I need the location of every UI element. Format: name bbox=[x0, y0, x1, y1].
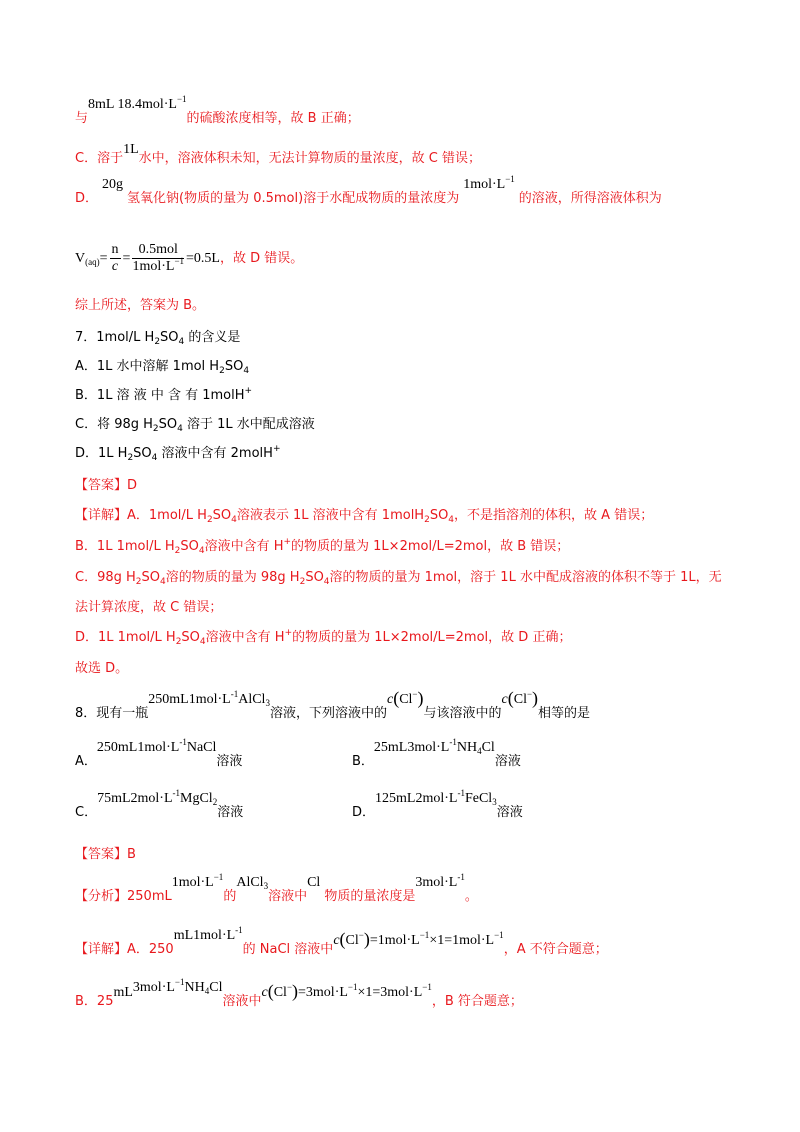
text: ，故 D 错误。 bbox=[219, 251, 304, 266]
question-8-stem: 8．现有一瓶$250mL1mol\cdot L^{-1}AlCl_3$溶液，下列溶液中的c(Cl−)与该溶液中的c(Cl−)相等的是 bbox=[75, 688, 591, 721]
question-8-analysis: 【分析】$250mL1mol\cdot L^{-1}$的AlCl$_3$溶液中Cl物质的量浓度是$3mol\cdot L^{-1}$。 bbox=[75, 872, 478, 904]
formula: $1mol\cdot L^{-1}$ bbox=[463, 174, 515, 192]
question-8-option-a: A．$250mL1mol\cdot L^{-1}NaCl$溶液 bbox=[75, 737, 243, 769]
summary-line: 综上所述，答案为 B。 bbox=[75, 298, 206, 313]
text: 的溶液，所得溶液体积为 bbox=[518, 191, 662, 206]
formula-lhs: $V_{(aq)}$ bbox=[75, 251, 100, 267]
explanation-d-line bbox=[75, 174, 662, 208]
formula-rhs: =0.5L bbox=[186, 251, 220, 266]
question-7-option-a: A．1L 水中溶解 1mol $H_2SO_4$ bbox=[75, 359, 250, 376]
explanation-c-line bbox=[75, 142, 481, 168]
question-7-detail-c: C．98g $H_2SO_4$溶的物质的量为 98g $H_2SO_4$溶的物质的量为 1mol，溶于 1L 水中配成溶液的体积不等于 1L，无 bbox=[75, 570, 722, 587]
question-7-option-d: D．1L $H_2SO_4$ 溶液中含有 2molH+ bbox=[75, 444, 281, 463]
question-7-detail-a: 【详解】A．1mol/L $H_2SO_4$溶液表示 1L 溶液中含有 $1molH_2SO_4$，不是指溶剂的体积，故 A 错误； bbox=[75, 508, 654, 525]
text: 的硫酸浓度相等，故 B 正确； bbox=[186, 111, 360, 126]
question-7-detail-d: D．1L 1mol/L $H_2SO_4$溶液中含有 H+的物质的量为 1L×2mol/L=2mol，故 D 正确； bbox=[75, 628, 572, 647]
question-8-answer: 【答案】B bbox=[75, 847, 136, 862]
fraction-n-over-c: $\frac{n}{c}$ bbox=[111, 242, 119, 274]
formula: 20g bbox=[102, 177, 124, 192]
fraction-mol: $\frac{\text{0.5mol}}{1mol\cdot L^{-1}}$ bbox=[132, 242, 185, 274]
question-7-answer: 【答案】D bbox=[75, 478, 138, 493]
formula: 1L bbox=[123, 142, 139, 157]
question-8-option-c: C．$75mL2mol\cdot L^{-1}MgCl_2$溶液 bbox=[75, 788, 244, 820]
formula: 8mL $18.4mol\cdot L^{-1}$ bbox=[88, 94, 187, 112]
text: 氢氧化钠(物质的量为 0.5mol)溶于水配成物质的量浓度为 bbox=[127, 191, 460, 206]
text: 水中，溶液体积未知，无法计算物质的量浓度，故 C 错误； bbox=[138, 151, 481, 166]
question-8-detail-b: B．$25mL3mol\cdot L^{-1}NH_4Cl$溶液中$c(Cl^-)=3mol\cdot L^{-1}\times 1=3mol\cdot L^{-1}$，B 符合题意； bbox=[75, 977, 523, 1009]
question-8-option-d: D．$125mL2mol\cdot L^{-1}FeCl_3$溶液 bbox=[352, 788, 523, 820]
question-7-detail-b: B．1L 1mol/L $H_2SO_4$溶液中含有 H+的物质的量为 1L×2mol/L=2mol，故 B 错误； bbox=[75, 537, 570, 556]
text: D． bbox=[75, 191, 99, 206]
question-7-option-c: C．将 98g $H_2SO_4$ 溶于 1L 水中配成溶液 bbox=[75, 417, 315, 434]
question-8-detail-a: 【详解】A．$250mL1mol\cdot L^{-1}$的 NaCl 溶液中$c(Cl^-)=1mol\cdot L^{-1}\times 1=1mol\cdot L^{-1}$，A 不符合题意； bbox=[75, 925, 608, 957]
equals: = bbox=[99, 251, 108, 266]
text: C．溶于 bbox=[75, 151, 124, 166]
question-7-stem: 7．1mol/L $H_2SO_4$ 的含义是 bbox=[75, 330, 241, 347]
explanation-b-line bbox=[75, 94, 360, 128]
question-7-conclusion: 故选 D。 bbox=[75, 661, 129, 676]
text: 与 bbox=[75, 111, 89, 126]
volume-equation: $V_{(aq)}=$ $\frac{n}{c}$ = $\frac{\text{0.5mol}}{1mol\cdot L^{-1}}$ =0.5L，故 D 错误。 bbox=[75, 242, 304, 274]
question-7-option-b: B．1L 溶 液 中 含 有 1molH+ bbox=[75, 386, 253, 403]
question-8-option-b: B．$25mL3mol\cdot L^{-1}NH_4Cl$溶液 bbox=[352, 737, 521, 769]
question-7-detail-c-cont: 法计算浓度，故 C 错误； bbox=[75, 600, 223, 615]
